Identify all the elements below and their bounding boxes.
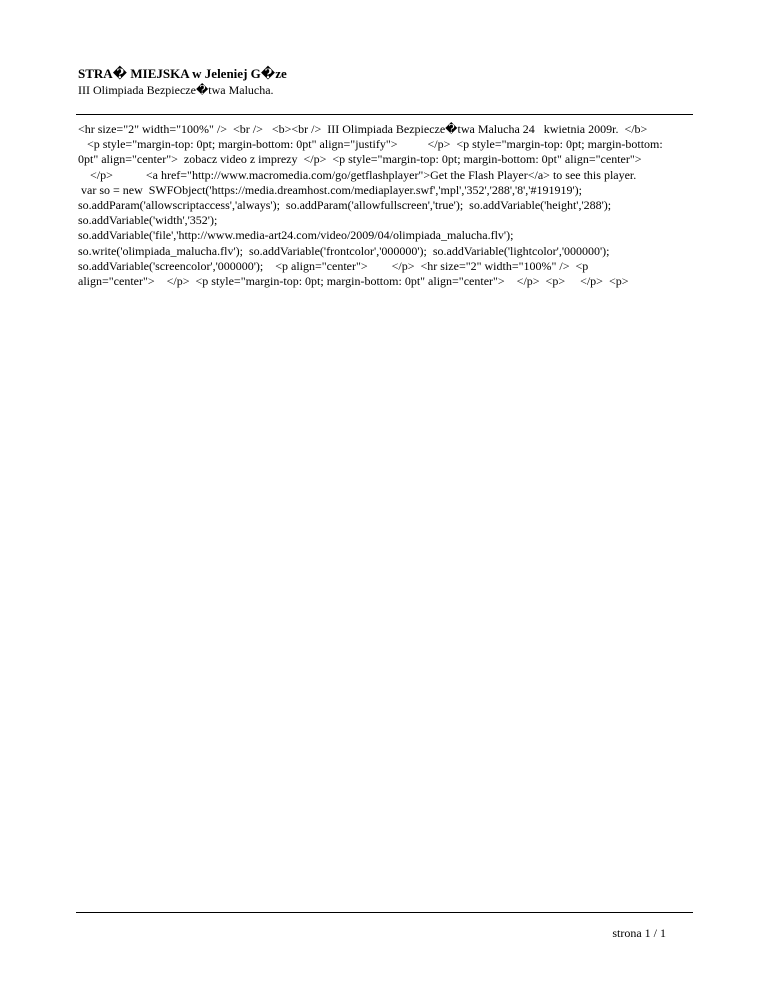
body-line: </p> <a href="http://www.macromedia.com/go/getflashplayer">Get the Flash Player</a> to see this player.: [78, 167, 637, 182]
body-line: 0pt" align="center"> zobacz video z imprezy </p> <p style="margin-top: 0pt; margin-bottom: 0pt" align="center">: [78, 152, 642, 167]
body-line: align="center"> </p> <p style="margin-top: 0pt; margin-bottom: 0pt" align="center"> </p> <p> </p> <p>: [78, 274, 629, 289]
page-header: [78, 66, 688, 98]
header-divider: [76, 114, 693, 115]
footer-divider: [76, 912, 693, 913]
article-body: [78, 122, 690, 289]
body-line: <p style="margin-top: 0pt; margin-bottom: 0pt" align="justify"> </p> <p style="margin-top: 0pt; margin-bottom:: [78, 137, 663, 152]
page-title: STRA� MIEJSKA w Jeleniej G�ze: [78, 66, 287, 81]
page-subtitle: III Olimpiada Bezpiecze�twa Malucha.: [78, 83, 274, 97]
body-line: so.addVariable('screencolor','000000'); <p align="center"> </p> <hr size="2" width="100%" /> <p: [78, 258, 589, 273]
page-number: strona 1 / 1: [612, 926, 666, 940]
body-line: var so = new SWFObject('https://media.dreamhost.com/mediaplayer.swf','mpl','352','288','8','#191919');: [78, 182, 582, 197]
body-line: <hr size="2" width="100%" /> <br /> <b><br /> III Olimpiada Bezpiecze�twa Malucha 24 kwietnia 2009r. </b>: [78, 122, 648, 136]
body-line: so.addVariable('width','352');: [78, 213, 218, 228]
body-line: so.write('olimpiada_malucha.flv'); so.addVariable('frontcolor','000000'); so.addVariable('lightcolor','000000');: [78, 243, 610, 258]
body-line: so.addParam('allowscriptaccess','always'); so.addParam('allowfullscreen','true'); so.addVariable('height','288');: [78, 198, 612, 213]
body-line: so.addVariable('file','http://www.media-art24.com/video/2009/04/olimpiada_malucha.flv');: [78, 228, 514, 243]
